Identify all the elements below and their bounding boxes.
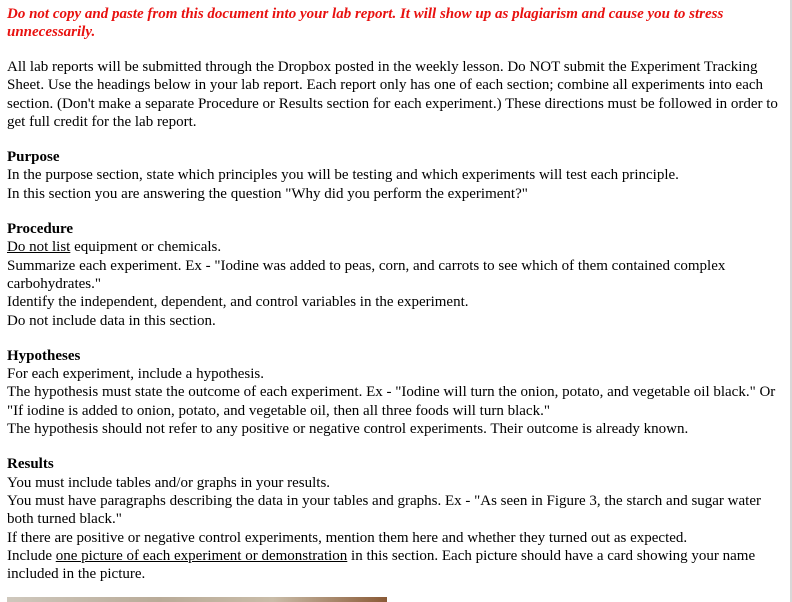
results-section — [7, 455, 787, 583]
results-line: You must include tables and/or graphs in your results. — [7, 474, 331, 491]
document-body — [7, 5, 787, 600]
procedure-line — [7, 238, 787, 256]
intro-paragraph: All lab reports will be submitted through the Dropbox posted in the weekly lesson. Do NOT submit the Experiment Tracking Sheet. Use the headings below in your lab report. Each report only has one of each section; combine all experiments into each section. (Don't make a separate Procedure or Results section for each experiment.) These directions must be followed in order to get full credit for the lab report. — [7, 59, 778, 130]
hypotheses-line: The hypothesis must state the outcome of each experiment. Ex - "Iodine will turn the onion, potato, and vegetable oil black." Or "If iodine is added to onion, potato, and vegetable oil, then all three foods will turn black." — [7, 384, 776, 419]
hypotheses-heading: Hypotheses — [7, 347, 81, 364]
picture-requirement-text: one picture of each experiment or demonstration — [55, 547, 348, 564]
intro-section — [7, 58, 787, 131]
purpose-line: In this section you are answering the question "Why did you perform the experiment?" — [7, 185, 528, 202]
results-line — [7, 547, 787, 584]
hypotheses-section — [7, 347, 787, 438]
results-heading: Results — [7, 456, 54, 473]
purpose-line: In the purpose section, state which principles you will be testing and which experiments will test each principle. — [7, 167, 679, 184]
hypotheses-line: The hypothesis should not refer to any positive or negative control experiments. Their outcome is already known. — [7, 421, 689, 438]
do-not-list-text: Do not list — [7, 239, 71, 256]
results-last-pre: Include — [7, 547, 56, 564]
procedure-line: Summarize each experiment. Ex - "Iodine was added to peas, corn, and carrots to see which of them contained complex carbohydrates." — [7, 257, 726, 292]
procedure-line: Identify the independent, dependent, and control variables in the experiment. — [7, 294, 469, 311]
procedure-section — [7, 220, 787, 330]
purpose-heading: Purpose — [7, 149, 60, 166]
results-line: You must have paragraphs describing the data in your tables and graphs. Ex - "As seen in Figure 3, the starch and sugar water both turned black." — [7, 492, 761, 528]
plagiarism-warning: Do not copy and paste from this document into your lab report. It will show up as plagiarism and cause you to stress unnecessarily. — [7, 6, 724, 40]
results-last-post: in this section. Each picture should have a card showing your name included in the picture. — [7, 547, 756, 583]
results-line: If there are positive or negative control experiments, mention them here and whether they turned out as expected. — [7, 529, 688, 546]
example-photo — [7, 597, 387, 602]
purpose-section — [7, 148, 787, 203]
hypotheses-line: For each experiment, include a hypothesis. — [7, 366, 265, 383]
procedure-line-rest: equipment or chemicals. — [70, 239, 222, 256]
procedure-line: Do not include data in this section. — [7, 312, 216, 329]
procedure-heading: Procedure — [7, 221, 74, 238]
